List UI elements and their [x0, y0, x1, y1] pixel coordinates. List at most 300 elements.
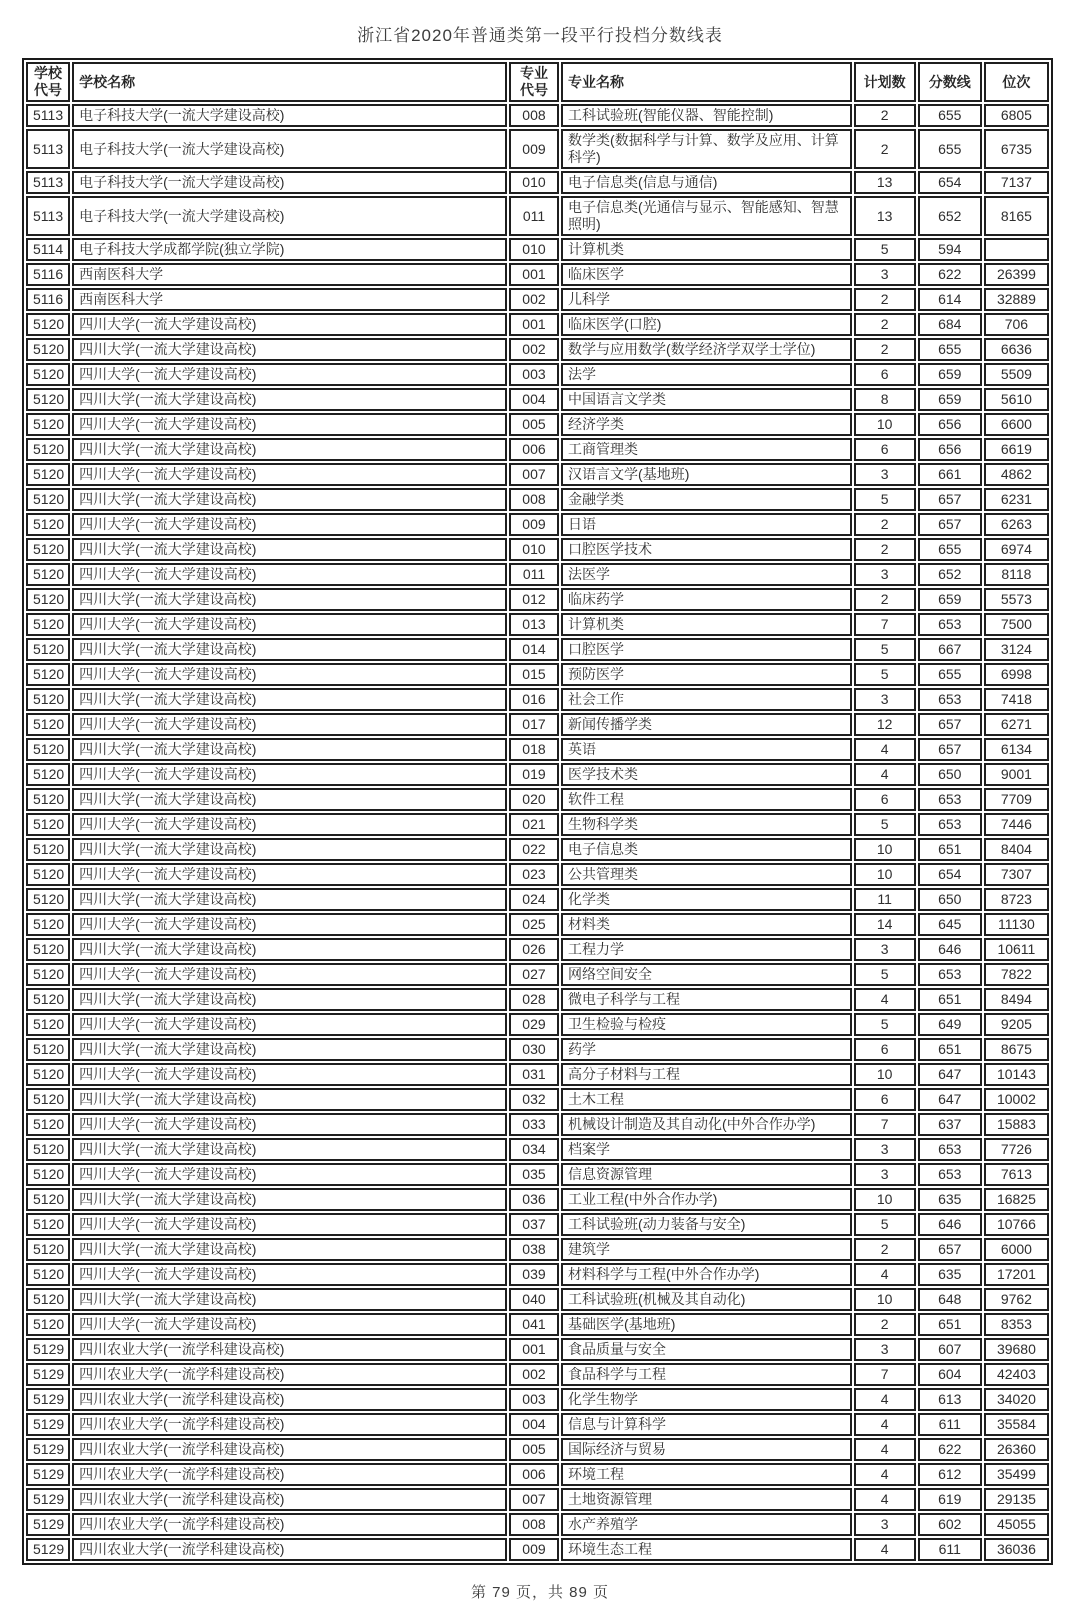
school-code-cell: 5120 [26, 563, 70, 586]
plan-count-cell: 6 [854, 1038, 916, 1061]
rank-cell: 4862 [984, 463, 1049, 486]
school-name-cell: 四川大学(一流大学建设高校) [72, 688, 507, 711]
school-name-cell: 四川农业大学(一流学科建设高校) [72, 1413, 507, 1436]
major-code-cell: 009 [509, 513, 559, 536]
score-line-cell: 650 [918, 888, 982, 911]
school-name-cell: 四川大学(一流大学建设高校) [72, 988, 507, 1011]
school-name-cell: 四川大学(一流大学建设高校) [72, 1313, 507, 1336]
plan-count-cell: 3 [854, 563, 916, 586]
plan-count-cell: 6 [854, 1088, 916, 1111]
school-code-cell: 5129 [26, 1338, 70, 1361]
score-line-cell: 651 [918, 988, 982, 1011]
table-row [26, 263, 1049, 286]
major-code-cell: 007 [509, 1488, 559, 1511]
score-line-cell: 646 [918, 938, 982, 961]
header-school-code: 学校代号 [26, 62, 70, 102]
header-major-code: 专业代号 [509, 62, 559, 102]
plan-count-cell: 4 [854, 1463, 916, 1486]
score-line-cell: 651 [918, 1313, 982, 1336]
major-name-cell: 基础医学(基地班) [561, 1313, 852, 1336]
table-row [26, 713, 1049, 736]
table-row [26, 588, 1049, 611]
major-code-cell: 010 [509, 538, 559, 561]
major-name-cell: 建筑学 [561, 1238, 852, 1261]
major-name-cell: 工科试验班(智能仪器、智能控制) [561, 104, 852, 127]
plan-count-cell: 4 [854, 738, 916, 761]
score-line-cell: 657 [918, 713, 982, 736]
table-row [26, 413, 1049, 436]
school-code-cell: 5120 [26, 1188, 70, 1211]
score-line-cell: 650 [918, 763, 982, 786]
score-line-cell: 655 [918, 338, 982, 361]
major-name-cell: 信息资源管理 [561, 1163, 852, 1186]
plan-count-cell: 6 [854, 363, 916, 386]
school-code-cell: 5120 [26, 638, 70, 661]
plan-count-cell: 10 [854, 1188, 916, 1211]
table-row [26, 763, 1049, 786]
table-row [26, 513, 1049, 536]
plan-count-cell: 12 [854, 713, 916, 736]
major-code-cell: 009 [509, 129, 559, 169]
school-code-cell: 5113 [26, 129, 70, 169]
school-code-cell: 5113 [26, 171, 70, 194]
rank-cell: 8165 [984, 196, 1049, 236]
school-name-cell: 四川大学(一流大学建设高校) [72, 513, 507, 536]
rank-cell [984, 238, 1049, 261]
school-code-cell: 5120 [26, 613, 70, 636]
score-line-cell: 622 [918, 1438, 982, 1461]
table-row [26, 1313, 1049, 1336]
plan-count-cell: 2 [854, 513, 916, 536]
school-name-cell: 四川大学(一流大学建设高校) [72, 413, 507, 436]
score-line-cell: 602 [918, 1513, 982, 1536]
major-name-cell: 儿科学 [561, 288, 852, 311]
school-name-cell: 四川大学(一流大学建设高校) [72, 1013, 507, 1036]
major-code-cell: 008 [509, 1513, 559, 1536]
rank-cell: 6805 [984, 104, 1049, 127]
plan-count-cell: 5 [854, 663, 916, 686]
table-row [26, 1463, 1049, 1486]
school-name-cell: 电子科技大学(一流大学建设高校) [72, 171, 507, 194]
school-code-cell: 5120 [26, 363, 70, 386]
major-code-cell: 022 [509, 838, 559, 861]
rank-cell: 10002 [984, 1088, 1049, 1111]
score-line-cell: 594 [918, 238, 982, 261]
major-name-cell: 口腔医学技术 [561, 538, 852, 561]
school-code-cell: 5120 [26, 1088, 70, 1111]
rank-cell: 6271 [984, 713, 1049, 736]
table-row [26, 638, 1049, 661]
score-line-cell: 611 [918, 1538, 982, 1561]
plan-count-cell: 5 [854, 238, 916, 261]
school-code-cell: 5120 [26, 788, 70, 811]
school-code-cell: 5116 [26, 288, 70, 311]
rank-cell: 15883 [984, 1113, 1049, 1136]
table-row [26, 488, 1049, 511]
table-row [26, 388, 1049, 411]
table-row [26, 688, 1049, 711]
major-code-cell: 016 [509, 688, 559, 711]
school-code-cell: 5129 [26, 1463, 70, 1486]
header-plan-count: 计划数 [854, 62, 916, 102]
school-name-cell: 电子科技大学(一流大学建设高校) [72, 129, 507, 169]
score-line-cell: 651 [918, 1038, 982, 1061]
score-line-cell: 659 [918, 588, 982, 611]
major-name-cell: 工科试验班(机械及其自动化) [561, 1288, 852, 1311]
major-name-cell: 档案学 [561, 1138, 852, 1161]
school-code-cell: 5113 [26, 196, 70, 236]
plan-count-cell: 3 [854, 1338, 916, 1361]
school-name-cell: 四川大学(一流大学建设高校) [72, 813, 507, 836]
school-name-cell: 电子科技大学(一流大学建设高校) [72, 196, 507, 236]
school-name-cell: 四川大学(一流大学建设高校) [72, 1138, 507, 1161]
major-code-cell: 013 [509, 613, 559, 636]
plan-count-cell: 5 [854, 1213, 916, 1236]
score-line-cell: 652 [918, 196, 982, 236]
rank-cell: 7418 [984, 688, 1049, 711]
school-code-cell: 5120 [26, 838, 70, 861]
table-row [26, 863, 1049, 886]
score-line-cell: 614 [918, 288, 982, 311]
major-name-cell: 临床药学 [561, 588, 852, 611]
school-name-cell: 四川农业大学(一流学科建设高校) [72, 1513, 507, 1536]
rank-cell: 7137 [984, 171, 1049, 194]
rank-cell: 35499 [984, 1463, 1049, 1486]
rank-cell: 10611 [984, 938, 1049, 961]
school-name-cell: 四川农业大学(一流学科建设高校) [72, 1463, 507, 1486]
rank-cell: 6000 [984, 1238, 1049, 1261]
major-name-cell: 临床医学 [561, 263, 852, 286]
plan-count-cell: 3 [854, 1138, 916, 1161]
school-name-cell: 四川农业大学(一流学科建设高校) [72, 1388, 507, 1411]
score-line-cell: 604 [918, 1363, 982, 1386]
table-row [26, 1263, 1049, 1286]
plan-count-cell: 13 [854, 196, 916, 236]
table-row [26, 129, 1049, 169]
school-code-cell: 5120 [26, 1113, 70, 1136]
school-code-cell: 5120 [26, 1163, 70, 1186]
major-name-cell: 经济学类 [561, 413, 852, 436]
plan-count-cell: 7 [854, 613, 916, 636]
major-code-cell: 010 [509, 238, 559, 261]
major-name-cell: 口腔医学 [561, 638, 852, 661]
major-name-cell: 临床医学(口腔) [561, 313, 852, 336]
table-row [26, 988, 1049, 1011]
major-name-cell: 计算机类 [561, 238, 852, 261]
major-name-cell: 工商管理类 [561, 438, 852, 461]
table-row [26, 1013, 1049, 1036]
table-row [26, 1338, 1049, 1361]
major-code-cell: 030 [509, 1038, 559, 1061]
plan-count-cell: 10 [854, 1063, 916, 1086]
score-line-cell: 613 [918, 1388, 982, 1411]
major-code-cell: 001 [509, 313, 559, 336]
score-line-cell: 659 [918, 363, 982, 386]
school-code-cell: 5120 [26, 313, 70, 336]
school-code-cell: 5120 [26, 463, 70, 486]
plan-count-cell: 14 [854, 913, 916, 936]
rank-cell: 36036 [984, 1538, 1049, 1561]
school-name-cell: 四川大学(一流大学建设高校) [72, 363, 507, 386]
plan-count-cell: 5 [854, 1013, 916, 1036]
rank-cell: 6998 [984, 663, 1049, 686]
table-row [26, 1213, 1049, 1236]
major-name-cell: 国际经济与贸易 [561, 1438, 852, 1461]
score-line-cell: 654 [918, 863, 982, 886]
plan-count-cell: 4 [854, 1263, 916, 1286]
major-code-cell: 040 [509, 1288, 559, 1311]
major-name-cell: 日语 [561, 513, 852, 536]
school-code-cell: 5113 [26, 104, 70, 127]
school-code-cell: 5120 [26, 963, 70, 986]
plan-count-cell: 3 [854, 1163, 916, 1186]
table-row [26, 313, 1049, 336]
score-line-cell: 653 [918, 1138, 982, 1161]
score-line-cell: 653 [918, 963, 982, 986]
school-code-cell: 5120 [26, 1263, 70, 1286]
score-line-cell: 653 [918, 788, 982, 811]
rank-cell: 5573 [984, 588, 1049, 611]
table-row [26, 196, 1049, 236]
school-code-cell: 5120 [26, 1238, 70, 1261]
major-code-cell: 024 [509, 888, 559, 911]
school-name-cell: 四川大学(一流大学建设高校) [72, 588, 507, 611]
score-line-cell: 607 [918, 1338, 982, 1361]
major-name-cell: 电子信息类(信息与通信) [561, 171, 852, 194]
school-name-cell: 四川大学(一流大学建设高校) [72, 913, 507, 936]
plan-count-cell: 4 [854, 1438, 916, 1461]
rank-cell: 6636 [984, 338, 1049, 361]
rank-cell: 26399 [984, 263, 1049, 286]
plan-count-cell: 3 [854, 263, 916, 286]
school-name-cell: 四川农业大学(一流学科建设高校) [72, 1338, 507, 1361]
school-name-cell: 四川大学(一流大学建设高校) [72, 888, 507, 911]
table-row [26, 663, 1049, 686]
rank-cell: 16825 [984, 1188, 1049, 1211]
rank-cell: 6619 [984, 438, 1049, 461]
major-code-cell: 020 [509, 788, 559, 811]
table-row [26, 963, 1049, 986]
table-row [26, 913, 1049, 936]
major-code-cell: 014 [509, 638, 559, 661]
table-row [26, 238, 1049, 261]
major-code-cell: 028 [509, 988, 559, 1011]
score-line-cell: 653 [918, 813, 982, 836]
school-name-cell: 电子科技大学成都学院(独立学院) [72, 238, 507, 261]
table-row [26, 1513, 1049, 1536]
rank-cell: 9205 [984, 1013, 1049, 1036]
rank-cell: 8118 [984, 563, 1049, 586]
table-row [26, 813, 1049, 836]
plan-count-cell: 10 [854, 413, 916, 436]
score-line-cell: 653 [918, 688, 982, 711]
rank-cell: 6231 [984, 488, 1049, 511]
major-name-cell: 药学 [561, 1038, 852, 1061]
school-name-cell: 四川大学(一流大学建设高校) [72, 1088, 507, 1111]
major-name-cell: 数学类(数据科学与计算、数学及应用、计算科学) [561, 129, 852, 169]
major-name-cell: 土木工程 [561, 1088, 852, 1111]
plan-count-cell: 3 [854, 938, 916, 961]
score-line-cell: 657 [918, 1238, 982, 1261]
major-name-cell: 材料类 [561, 913, 852, 936]
rank-cell: 42403 [984, 1363, 1049, 1386]
rank-cell: 29135 [984, 1488, 1049, 1511]
table-row [26, 1038, 1049, 1061]
school-code-cell: 5129 [26, 1513, 70, 1536]
school-code-cell: 5120 [26, 1063, 70, 1086]
rank-cell: 45055 [984, 1513, 1049, 1536]
school-code-cell: 5120 [26, 1013, 70, 1036]
table-row [26, 1363, 1049, 1386]
plan-count-cell: 5 [854, 488, 916, 511]
major-code-cell: 010 [509, 171, 559, 194]
major-code-cell: 001 [509, 1338, 559, 1361]
plan-count-cell: 2 [854, 104, 916, 127]
major-name-cell: 汉语言文学(基地班) [561, 463, 852, 486]
rank-cell: 7822 [984, 963, 1049, 986]
plan-count-cell: 11 [854, 888, 916, 911]
school-name-cell: 四川农业大学(一流学科建设高校) [72, 1538, 507, 1561]
school-code-cell: 5129 [26, 1538, 70, 1561]
school-name-cell: 四川大学(一流大学建设高校) [72, 388, 507, 411]
school-code-cell: 5120 [26, 688, 70, 711]
table-row [26, 788, 1049, 811]
school-name-cell: 四川大学(一流大学建设高校) [72, 738, 507, 761]
school-name-cell: 四川大学(一流大学建设高校) [72, 1213, 507, 1236]
school-name-cell: 四川大学(一流大学建设高校) [72, 963, 507, 986]
major-name-cell: 中国语言文学类 [561, 388, 852, 411]
major-code-cell: 036 [509, 1188, 559, 1211]
score-line-cell: 637 [918, 1113, 982, 1136]
major-code-cell: 002 [509, 1363, 559, 1386]
major-name-cell: 食品质量与安全 [561, 1338, 852, 1361]
major-name-cell: 水产养殖学 [561, 1513, 852, 1536]
school-code-cell: 5120 [26, 1288, 70, 1311]
plan-count-cell: 10 [854, 838, 916, 861]
score-line-cell: 612 [918, 1463, 982, 1486]
plan-count-cell: 6 [854, 438, 916, 461]
table-row [26, 338, 1049, 361]
school-name-cell: 四川大学(一流大学建设高校) [72, 663, 507, 686]
major-name-cell: 工科试验班(动力装备与安全) [561, 1213, 852, 1236]
school-name-cell: 四川大学(一流大学建设高校) [72, 1288, 507, 1311]
rank-cell: 8404 [984, 838, 1049, 861]
school-name-cell: 四川大学(一流大学建设高校) [72, 1238, 507, 1261]
score-line-cell: 654 [918, 171, 982, 194]
school-code-cell: 5116 [26, 263, 70, 286]
rank-cell: 9762 [984, 1288, 1049, 1311]
school-name-cell: 四川农业大学(一流学科建设高校) [72, 1488, 507, 1511]
major-code-cell: 002 [509, 338, 559, 361]
major-name-cell: 预防医学 [561, 663, 852, 686]
plan-count-cell: 3 [854, 688, 916, 711]
major-name-cell: 软件工程 [561, 788, 852, 811]
plan-count-cell: 13 [854, 171, 916, 194]
major-name-cell: 法学 [561, 363, 852, 386]
rank-cell: 5610 [984, 388, 1049, 411]
page-title: 浙江省2020年普通类第一段平行投档分数线表 [357, 26, 723, 45]
table-row [26, 538, 1049, 561]
major-name-cell: 高分子材料与工程 [561, 1063, 852, 1086]
major-code-cell: 006 [509, 1463, 559, 1486]
score-line-cell: 655 [918, 129, 982, 169]
school-name-cell: 四川大学(一流大学建设高校) [72, 1038, 507, 1061]
major-code-cell: 037 [509, 1213, 559, 1236]
plan-count-cell: 7 [854, 1363, 916, 1386]
school-code-cell: 5129 [26, 1413, 70, 1436]
major-code-cell: 039 [509, 1263, 559, 1286]
score-line-cell: 656 [918, 438, 982, 461]
major-code-cell: 017 [509, 713, 559, 736]
score-table [22, 58, 1053, 1565]
plan-count-cell: 2 [854, 129, 916, 169]
plan-count-cell: 5 [854, 963, 916, 986]
school-code-cell: 5120 [26, 513, 70, 536]
major-code-cell: 029 [509, 1013, 559, 1036]
table-row [26, 563, 1049, 586]
table-row [26, 1388, 1049, 1411]
major-code-cell: 011 [509, 196, 559, 236]
school-code-cell: 5120 [26, 388, 70, 411]
school-name-cell: 四川大学(一流大学建设高校) [72, 713, 507, 736]
rank-cell: 7709 [984, 788, 1049, 811]
major-name-cell: 环境工程 [561, 1463, 852, 1486]
school-code-cell: 5120 [26, 1038, 70, 1061]
plan-count-cell: 2 [854, 588, 916, 611]
school-code-cell: 5120 [26, 713, 70, 736]
major-code-cell: 008 [509, 488, 559, 511]
school-code-cell: 5120 [26, 1213, 70, 1236]
rank-cell: 8675 [984, 1038, 1049, 1061]
plan-count-cell: 3 [854, 1513, 916, 1536]
major-code-cell: 033 [509, 1113, 559, 1136]
school-code-cell: 5120 [26, 663, 70, 686]
school-code-cell: 5120 [26, 888, 70, 911]
score-line-cell: 655 [918, 104, 982, 127]
school-name-cell: 四川大学(一流大学建设高校) [72, 1188, 507, 1211]
school-name-cell: 四川农业大学(一流学科建设高校) [72, 1438, 507, 1461]
score-line-cell: 653 [918, 613, 982, 636]
school-code-cell: 5120 [26, 1313, 70, 1336]
school-name-cell: 电子科技大学(一流大学建设高校) [72, 104, 507, 127]
rank-cell: 34020 [984, 1388, 1049, 1411]
major-name-cell: 法医学 [561, 563, 852, 586]
school-code-cell: 5129 [26, 1438, 70, 1461]
school-name-cell: 西南医科大学 [72, 288, 507, 311]
major-code-cell: 027 [509, 963, 559, 986]
rank-cell: 9001 [984, 763, 1049, 786]
school-code-cell: 5120 [26, 738, 70, 761]
major-code-cell: 009 [509, 1538, 559, 1561]
table-row [26, 363, 1049, 386]
table-row [26, 463, 1049, 486]
major-code-cell: 004 [509, 1413, 559, 1436]
major-name-cell: 微电子科学与工程 [561, 988, 852, 1011]
score-table-header [26, 62, 1049, 102]
major-name-cell: 机械设计制造及其自动化(中外合作办学) [561, 1113, 852, 1136]
school-name-cell: 四川大学(一流大学建设高校) [72, 488, 507, 511]
score-line-cell: 647 [918, 1063, 982, 1086]
rank-cell: 7726 [984, 1138, 1049, 1161]
major-code-cell: 015 [509, 663, 559, 686]
major-code-cell: 012 [509, 588, 559, 611]
header-row [26, 62, 1049, 102]
table-row [26, 1238, 1049, 1261]
table-row [26, 1413, 1049, 1436]
school-name-cell: 四川大学(一流大学建设高校) [72, 613, 507, 636]
plan-count-cell: 3 [854, 463, 916, 486]
score-line-cell: 655 [918, 538, 982, 561]
